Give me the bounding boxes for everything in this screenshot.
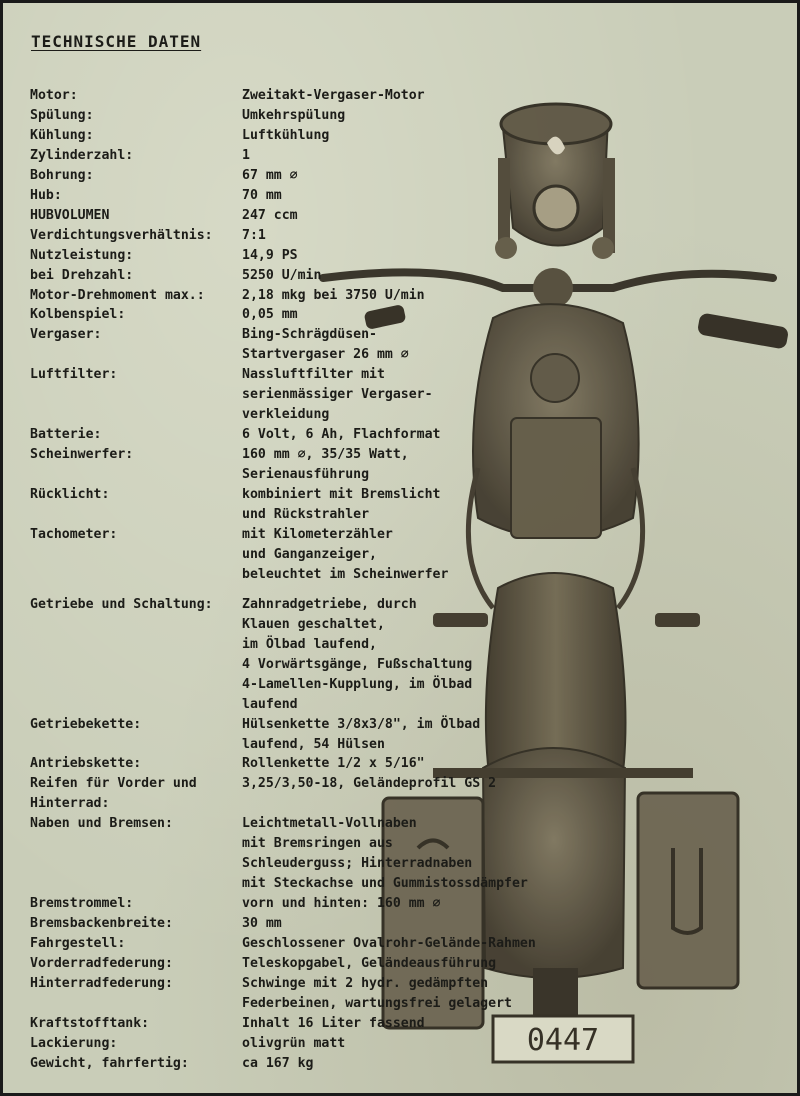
spec-row-reifen — [30, 774, 570, 814]
spec-label: Nutzleistung: — [30, 247, 134, 263]
spacer — [30, 585, 570, 595]
spec-row-zylinderzahl — [30, 146, 570, 166]
spec-value: mit Kilometerzähler und Ganganzeiger, beleuchtet im Scheinwerfer — [242, 526, 449, 582]
spec-label: Getriebekette: — [30, 716, 142, 732]
spec-row-vergaser — [30, 325, 570, 365]
spec-value: Umkehrspülung — [242, 107, 346, 123]
spec-label: Rücklicht: — [30, 487, 110, 503]
spec-value: 3,25/3,50-18, Geländeprofil GS 2 — [242, 776, 497, 792]
spec-row-luftfilter — [30, 365, 570, 425]
spec-row-kraftstofftank — [30, 1014, 570, 1034]
spec-value: Geschlossener Ovalrohr-Gelände-Rahmen — [242, 936, 536, 952]
spec-label: Lackierung: — [30, 1035, 118, 1051]
spec-label: Vergaser: — [30, 327, 102, 343]
spec-label: HUBVOLUMEN — [30, 207, 110, 223]
spec-label: Zylinderzahl: — [30, 147, 134, 163]
spec-value: vorn und hinten: 160 mm ∅ — [242, 896, 441, 912]
spec-value: ca 167 kg — [242, 1055, 314, 1071]
spec-label: Antriebskette: — [30, 756, 142, 772]
license-plate: 0447 — [526, 1023, 600, 1058]
spec-label: Bohrung: — [30, 167, 94, 183]
spec-row-fahrgestell — [30, 934, 570, 954]
spec-label: Spülung: — [30, 107, 94, 123]
spec-value: Schwinge mit 2 hydr. gedämpften Federbeinen, wartungsfrei gelagert — [242, 975, 512, 1011]
spec-value: 6 Volt, 6 Ah, Flachformat — [242, 427, 441, 443]
spec-value: Leichtmetall-Vollnaben mit Bremsringen aus Schleuderguss; Hinterradnaben mit Steckachse und Gummistossdämpfer — [242, 816, 528, 892]
spec-label: Gewicht, fahrfertig: — [30, 1055, 189, 1071]
spec-row-drehzahl — [30, 266, 570, 286]
spec-label: Reifen für Vorder und Hinterrad: — [30, 776, 197, 812]
spec-value: 5250 U/min — [242, 267, 322, 283]
spec-label: Hinterradfederung: — [30, 975, 173, 991]
spec-row-antriebskette — [30, 754, 570, 774]
spec-label: Tachometer: — [30, 526, 118, 542]
spec-label: Bremstrommel: — [30, 896, 134, 912]
spec-label: Vorderradfederung: — [30, 955, 173, 971]
spec-value: Luftkühlung — [242, 127, 330, 143]
spec-label: Kühlung: — [30, 127, 94, 143]
spec-value: 7:1 — [242, 227, 266, 243]
spec-value: olivgrün matt — [242, 1035, 346, 1051]
spec-value: 160 mm ∅, 35/35 Watt, Serienausführung — [242, 447, 409, 483]
spec-row-lackierung — [30, 1034, 570, 1054]
spec-label: Getriebe und Schaltung: — [30, 596, 213, 612]
spec-label: Kolbenspiel: — [30, 307, 126, 323]
spec-row-hub — [30, 186, 570, 206]
spec-row-spuelung — [30, 106, 570, 126]
spec-value: 1 — [242, 147, 250, 163]
spec-value: 0,05 mm — [242, 307, 298, 323]
spec-row-kolbenspiel — [30, 305, 570, 325]
spec-label: bei Drehzahl: — [30, 267, 134, 283]
spec-label: Scheinwerfer: — [30, 447, 134, 463]
spec-label: Batterie: — [30, 427, 102, 443]
spec-value: Zweitakt-Vergaser-Motor — [242, 88, 425, 103]
spec-row-bremsbacken — [30, 914, 570, 934]
spec-row-tachometer — [30, 525, 570, 585]
spec-row-hubvolumen — [30, 206, 570, 226]
spec-value: 14,9 PS — [242, 247, 298, 263]
spec-label: Luftfilter: — [30, 367, 118, 383]
spec-row-batterie — [30, 425, 570, 445]
spec-value: Nassluftfilter mit serienmässiger Vergaser- verkleidung — [242, 367, 433, 423]
spec-table — [30, 86, 570, 1074]
spec-value: 2,18 mkg bei 3750 U/min — [242, 287, 425, 303]
document-sheet — [3, 3, 797, 1093]
spec-value: kombiniert mit Bremslicht und Rückstrahler — [242, 487, 441, 523]
spec-label: Fahrgestell: — [30, 936, 126, 952]
spec-row-motor — [30, 86, 570, 106]
spec-row-bohrung — [30, 166, 570, 186]
spec-row-getriebekette — [30, 715, 570, 755]
spec-value: Hülsenkette 3/8x3/8", im Ölbad laufend, 54 Hülsen — [242, 716, 481, 752]
spec-row-verdichtung — [30, 226, 570, 246]
page-title: TECHNISCHE DATEN — [31, 32, 202, 51]
spec-value: Teleskopgabel, Geländeausführung — [242, 955, 497, 971]
spec-value: 70 mm — [242, 187, 282, 203]
spec-label: Verdichtungsverhältnis: — [30, 227, 213, 243]
spec-row-hinterradfederung — [30, 974, 570, 1014]
spec-row-vorderradfederung — [30, 954, 570, 974]
spec-label: Hub: — [30, 187, 62, 203]
spec-value: Bing-Schrägdüsen- Startvergaser 26 mm ∅ — [242, 327, 409, 363]
spec-value: 30 mm — [242, 916, 282, 932]
spec-row-bremstrommel — [30, 894, 570, 914]
spec-label: Motor-Drehmoment max.: — [30, 287, 205, 303]
spec-row-kuehlung — [30, 126, 570, 146]
spec-value: Rollenkette 1/2 x 5/16" — [242, 756, 425, 772]
spec-label: Kraftstofftank: — [30, 1015, 150, 1031]
spec-row-scheinwerfer — [30, 445, 570, 485]
spec-row-gewicht — [30, 1054, 570, 1074]
spec-value: 247 ccm — [242, 207, 298, 223]
spec-value: Inhalt 16 Liter fassend — [242, 1015, 425, 1031]
spec-label: Motor: — [30, 88, 78, 103]
spec-value: 67 mm ∅ — [242, 167, 298, 183]
spec-value: Zahnradgetriebe, durch Klauen geschaltet, im Ölbad laufend, 4 Vorwärtsgänge, Fußschaltung 4-Lamellen-Kupplung, im Ölbad laufend — [242, 596, 473, 712]
spec-row-naben — [30, 814, 570, 894]
spec-row-drehmoment — [30, 286, 570, 306]
spec-row-nutzleistung — [30, 246, 570, 266]
spec-label: Naben und Bremsen: — [30, 816, 173, 832]
spec-label: Bremsbackenbreite: — [30, 916, 173, 932]
spec-row-getriebe — [30, 595, 570, 715]
spec-row-ruecklicht — [30, 485, 570, 525]
